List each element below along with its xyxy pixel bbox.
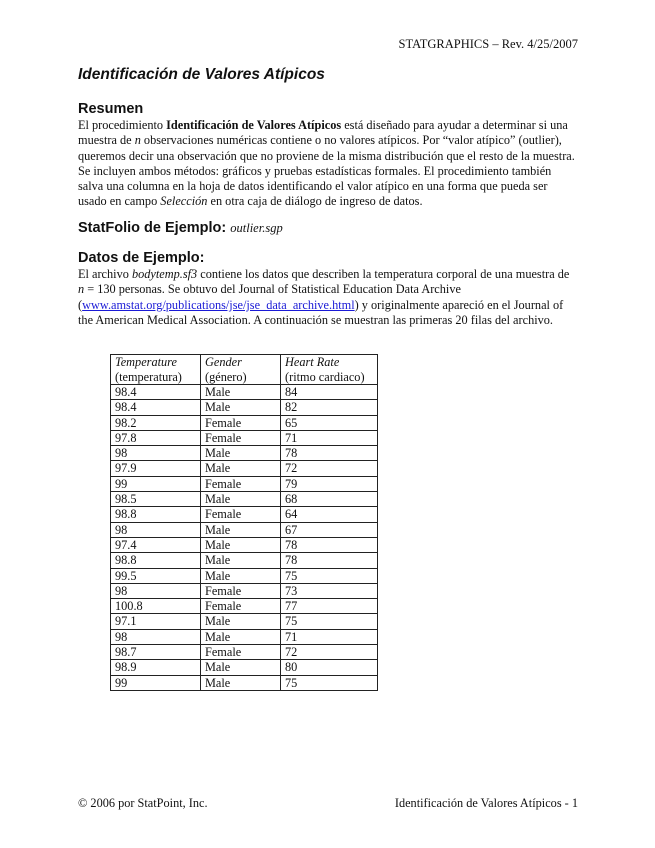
resumen-paragraph: El procedimiento Identificación de Valores Atípicos está diseñado para ayudar a determinar si una muestra de n observaciones numéricas contiene o no valores atípicos. Por “valor atípico” (outlier), queremos decir una observación que no proviene de la misma distribución que el resto de la muestra. Se incluyen ambos métodos: gráficos y pruebas estadísticas formales. El procedimiento también salva una columna en la hoja de datos identificando el valor atípico en una forma que pueda ser usado en campo Selección en otra caja de diálogo de ingreso de datos. (78, 118, 575, 209)
gender-cell: Male (201, 400, 281, 415)
table-row (111, 568, 378, 583)
column-header-heart-rate: Heart Rate (ritmo cardiaco) (281, 355, 378, 385)
gender-cell: Male (201, 385, 281, 400)
gender-cell: Female (201, 476, 281, 491)
heart-rate-cell: 75 (281, 568, 378, 583)
gender-cell: Male (201, 675, 281, 690)
table-row (111, 614, 378, 629)
heart-rate-cell: 71 (281, 430, 378, 445)
heart-rate-cell: 65 (281, 415, 378, 430)
table-row (111, 507, 378, 522)
sample-data-table (110, 354, 378, 691)
table-row (111, 675, 378, 690)
heart-rate-cell: 67 (281, 522, 378, 537)
temperature-cell: 99.5 (111, 568, 201, 583)
table-row (111, 537, 378, 552)
page-header: STATGRAPHICS – Rev. 4/25/2007 (398, 37, 578, 51)
heart-rate-cell: 68 (281, 492, 378, 507)
gender-cell: Male (201, 553, 281, 568)
gender-cell: Male (201, 446, 281, 461)
table-row (111, 461, 378, 476)
temperature-cell: 98 (111, 522, 201, 537)
table-row (111, 415, 378, 430)
procedure-name: Identificación de Valores Atípicos (166, 118, 342, 132)
temperature-cell: 98.8 (111, 507, 201, 522)
footer-copyright: © 2006 por StatPoint, Inc. (78, 796, 208, 810)
gender-cell: Male (201, 660, 281, 675)
table-row (111, 522, 378, 537)
gender-cell: Male (201, 537, 281, 552)
statfolio-filename: outlier.sgp (230, 221, 283, 235)
table-row (111, 476, 378, 491)
heart-rate-cell: 80 (281, 660, 378, 675)
heart-rate-cell: 64 (281, 507, 378, 522)
gender-cell: Male (201, 568, 281, 583)
temperature-cell: 97.8 (111, 430, 201, 445)
table-row (111, 583, 378, 598)
table-row (111, 430, 378, 445)
gender-cell: Female (201, 599, 281, 614)
temperature-cell: 98.8 (111, 553, 201, 568)
heart-rate-cell: 72 (281, 461, 378, 476)
heart-rate-cell: 75 (281, 614, 378, 629)
temperature-cell: 98 (111, 629, 201, 644)
temperature-cell: 99 (111, 675, 201, 690)
document-title: Identificación de Valores Atípicos (78, 66, 325, 83)
footer-page-label: Identificación de Valores Atípicos - 1 (394, 796, 578, 810)
gender-cell: Male (201, 614, 281, 629)
gender-cell: Male (201, 522, 281, 537)
temperature-cell: 98.4 (111, 400, 201, 415)
temperature-cell: 97.1 (111, 614, 201, 629)
section-heading-resumen: Resumen (78, 101, 144, 117)
temperature-cell: 98.7 (111, 645, 201, 660)
table-row (111, 553, 378, 568)
table-row (111, 599, 378, 614)
temperature-cell: 98.4 (111, 385, 201, 400)
data-archive-link[interactable]: www.amstat.org/publications/jse/jse_data_archive.html (82, 297, 355, 312)
heart-rate-cell: 78 (281, 537, 378, 552)
temperature-cell: 98.9 (111, 660, 201, 675)
section-heading-datos: Datos de Ejemplo: (78, 250, 205, 266)
temperature-cell: 98 (111, 446, 201, 461)
temperature-cell: 98.5 (111, 492, 201, 507)
section-heading-statfolio: StatFolio de Ejemplo: outlier.sgp (78, 220, 283, 236)
heart-rate-cell: 78 (281, 446, 378, 461)
table-row (111, 492, 378, 507)
gender-cell: Female (201, 430, 281, 445)
temperature-cell: 100.8 (111, 599, 201, 614)
heart-rate-cell: 82 (281, 400, 378, 415)
table-header-row (111, 355, 378, 385)
temperature-cell: 97.9 (111, 461, 201, 476)
temperature-cell: 98 (111, 583, 201, 598)
datos-paragraph: El archivo bodytemp.sf3 contiene los datos que describen la temperatura corporal de una muestra de n = 130 personas. Se obtuvo del Journal of Statistical Education Data Archive (www.amstat.org/publications/jse/jse_data_archive.html) y originalmente apareció en el Journal of the American Medical Association. A continuación se muestran las primeras 20 filas del archivo. (78, 267, 570, 327)
heart-rate-cell: 73 (281, 583, 378, 598)
gender-cell: Male (201, 461, 281, 476)
heart-rate-cell: 79 (281, 476, 378, 491)
table-row (111, 385, 378, 400)
column-header-temperature: Temperature (temperatura) (111, 355, 201, 385)
heart-rate-cell: 84 (281, 385, 378, 400)
gender-cell: Female (201, 645, 281, 660)
temperature-cell: 99 (111, 476, 201, 491)
heart-rate-cell: 75 (281, 675, 378, 690)
gender-cell: Female (201, 415, 281, 430)
heart-rate-cell: 71 (281, 629, 378, 644)
table-row (111, 400, 378, 415)
heart-rate-cell: 77 (281, 599, 378, 614)
table-row (111, 629, 378, 644)
heart-rate-cell: 78 (281, 553, 378, 568)
column-header-gender: Gender (género) (201, 355, 281, 385)
temperature-cell: 97.4 (111, 537, 201, 552)
table-row (111, 660, 378, 675)
heart-rate-cell: 72 (281, 645, 378, 660)
gender-cell: Male (201, 492, 281, 507)
temperature-cell: 98.2 (111, 415, 201, 430)
gender-cell: Female (201, 583, 281, 598)
gender-cell: Male (201, 629, 281, 644)
gender-cell: Female (201, 507, 281, 522)
table-row (111, 645, 378, 660)
table-row (111, 446, 378, 461)
